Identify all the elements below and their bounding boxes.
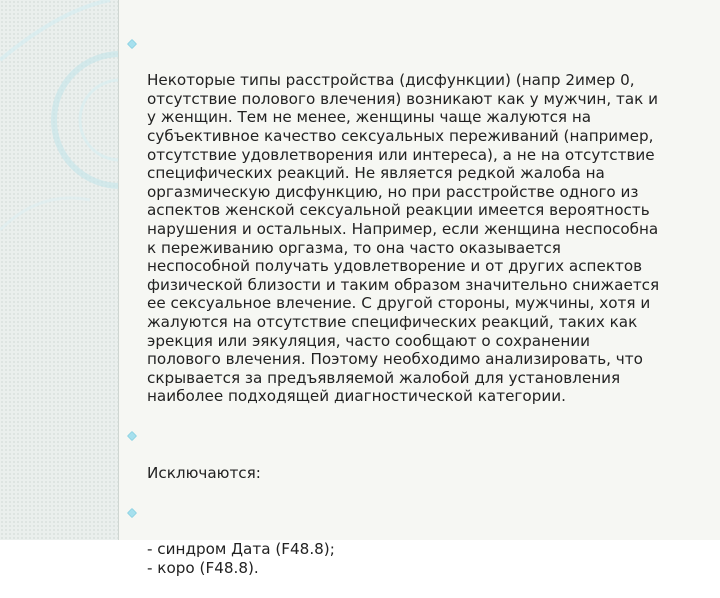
bullet-text: - синдром Дата (F48.8); - коро (F48.8). xyxy=(147,540,335,577)
left-decorative-strip xyxy=(0,0,118,540)
bullet-item-exclusions-list xyxy=(124,503,699,596)
bullet-icon xyxy=(127,508,137,518)
bullet-item-description xyxy=(124,34,699,424)
bullet-list xyxy=(124,34,699,598)
bullet-icon xyxy=(127,431,137,441)
bullet-item-exclusions-heading xyxy=(124,426,699,500)
bullet-text: Исключаются: xyxy=(147,463,261,482)
bullet-text: Некоторые типы расстройства (дисфункции) (напр 2имер 0, отсутствие полового влечения) возникают как у мужчин, так и у женщин. Тем не менее, женщины чаще жалуются на субъективное качество сексуальных переживаний (например, отсутствие удовлетворения или интереса), а не на отсутствие специфических реакций. Не является редкой жалоба на оргазмическую дисфункцию, но при расстройстве одного из аспектов женской сексуальной реакции имеется вероятность нарушения и остальных. Например, если женщина неспособна к переживанию оргазма, то она часто оказывается неспособной получать удовлетворение и от других аспектов физической близости и таким образом значительно снижается ее сексуальное влечение. С другой стороны, мужчины, хотя и жалуются на отсутствие специфических реакций, таких как эрекция или эякуляция, часто сообщают о сохранении полового влечения. Поэтому необходимо анализировать, что скрывается за предъявляемой жалобой для установления наиболее подходящей диагностической категории. xyxy=(147,71,660,406)
bullet-icon xyxy=(127,39,137,49)
